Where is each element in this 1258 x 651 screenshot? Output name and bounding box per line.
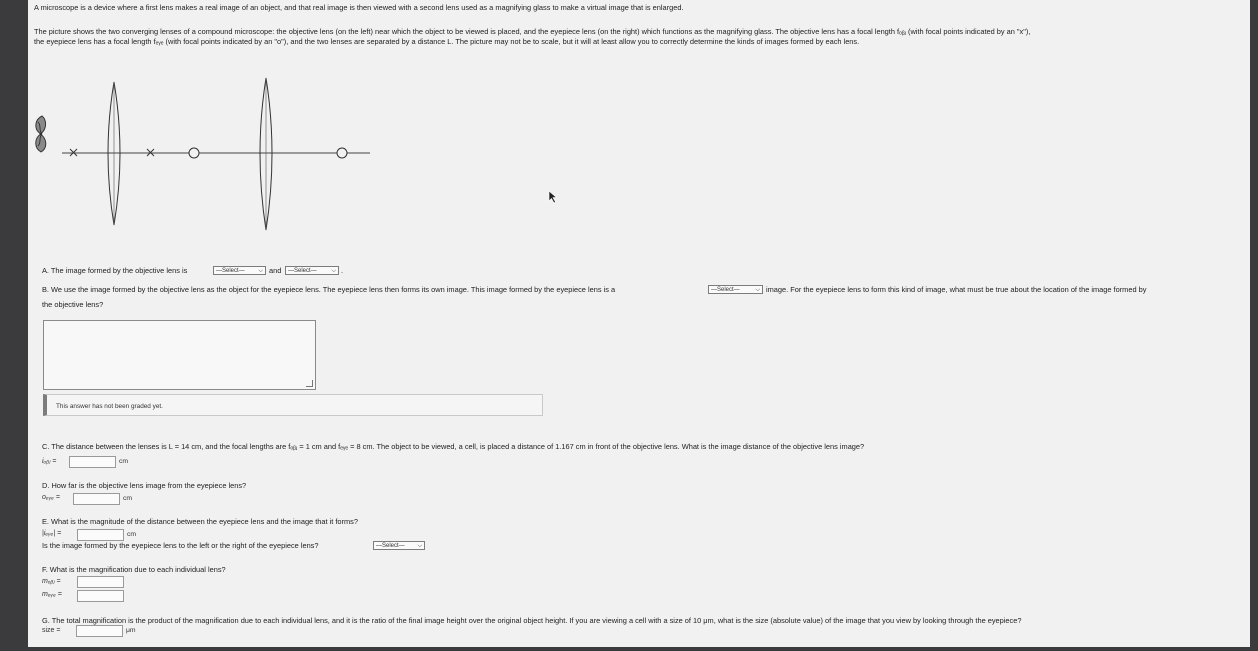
chevron-down-icon: ⌵: [755, 287, 760, 293]
part-a-select-1[interactable]: [213, 266, 266, 275]
part-d-input[interactable]: [73, 493, 120, 505]
cell-object-icon: [36, 116, 46, 152]
part-a-select-2[interactable]: [285, 266, 339, 275]
focal-point-o-left-icon: [189, 148, 199, 158]
select-value: —Select—: [376, 543, 405, 549]
part-c-question: C. The distance between the lenses is L = 14 cm, and the focal lengths are fₒᵦⱼ = 1 cm and fₑᵧₑ = 8 cm. The object to be viewed, a cell, is placed a distance of 1.167 cm in front of the objective lens. What is the image distance of the objective lens image?: [42, 442, 865, 451]
part-a-question: A. The image formed by the objective lens is: [42, 266, 188, 275]
part-c-label: iₒᵦⱼ =: [42, 458, 57, 465]
intro-text-2: The picture shows the two converging lenses of a compound microscope: the objective lens (on the left) near which the object to be viewed is placed, and the eyepiece lens (on the right) which functions as the magnifying glass. The objective lens has a focal length fₒᵦⱼ (with focal points indicated by an "x"),: [34, 27, 1031, 36]
select-value: —Select—: [711, 287, 740, 293]
part-e-label: |iₑᵧₑ| =: [42, 530, 62, 537]
part-f-label-eye: mₑᵧₑ =: [42, 591, 62, 598]
part-g-unit: μm: [126, 627, 136, 634]
part-f-input-obj[interactable]: [77, 576, 124, 588]
grade-status-box: [43, 394, 543, 416]
lens-diagram: [28, 70, 388, 240]
part-g-input[interactable]: [76, 625, 123, 637]
part-d-label: oₑᵧₑ =: [42, 494, 60, 501]
grade-status-text: This answer has not been graded yet.: [56, 403, 163, 410]
select-value: —Select—: [288, 268, 317, 274]
part-e-unit: cm: [127, 531, 137, 538]
part-f-input-eye[interactable]: [77, 590, 124, 602]
part-b-answer-textarea[interactable]: [43, 320, 316, 390]
part-a-and: and: [269, 266, 282, 275]
part-e-question: E. What is the magnitude of the distance between the eyepiece lens and the image that it forms?: [42, 517, 358, 526]
select-value: —Select—: [216, 268, 245, 274]
part-b-question: B. We use the image formed by the objective lens as the object for the eyepiece lens. The eyepiece lens then forms its own image. This image formed by the eyepiece lens is a: [42, 285, 616, 294]
part-c-unit: cm: [119, 458, 129, 465]
part-g-question: G. The total magnification is the product of the magnification due to each individual lens, and it is the ratio of the final image height over the original object height. If you are viewing a cell with a size of 10 μm, what is the size (absolute value) of the image that you view by looking through the eyepiece?: [42, 616, 1022, 625]
part-e-select[interactable]: [373, 541, 425, 550]
chevron-down-icon: ⌵: [258, 268, 263, 274]
intro-text-1: A microscope is a device where a first lens makes a real image of an object, and that real image is then viewed with a second lens used as a magnifying glass to make a virtual image that is enlarged.: [34, 3, 684, 12]
part-d-question: D. How far is the objective lens image from the eyepiece lens?: [42, 481, 247, 490]
chevron-down-icon: ⌵: [331, 268, 336, 274]
chevron-down-icon: ⌵: [417, 543, 422, 549]
mouse-cursor-icon: [548, 190, 558, 204]
resize-handle-icon[interactable]: [306, 380, 313, 387]
part-c-input[interactable]: [69, 456, 116, 468]
part-b-question-line2: the objective lens?: [42, 300, 104, 309]
part-f-question: F. What is the magnification due to each individual lens?: [42, 565, 226, 574]
eyepiece-lens: [260, 78, 272, 230]
part-a-period: .: [341, 266, 344, 275]
part-d-unit: cm: [123, 495, 133, 502]
part-b-select[interactable]: [708, 285, 763, 294]
focal-point-o-right-icon: [337, 148, 347, 158]
part-g-label: size =: [42, 627, 61, 634]
part-f-label-obj: mₒᵦⱼ =: [42, 578, 61, 585]
part-b-question-cont: image. For the eyepiece lens to form this kind of image, what must be true about the location of the image formed by: [766, 285, 1147, 294]
part-e-input[interactable]: [77, 529, 124, 541]
part-e-question-2: Is the image formed by the eyepiece lens to the left or the right of the eyepiece lens?: [42, 541, 319, 550]
intro-text-3: the eyepiece lens has a focal length fₑᵧₑ (with focal points indicated by an "o"), and the two lenses are separated by a distance L. The picture may not be to scale, but it will at least allow you to correctly determine the kinds of images formed by each lens.: [34, 37, 860, 46]
problem-sheet: [28, 0, 1250, 647]
